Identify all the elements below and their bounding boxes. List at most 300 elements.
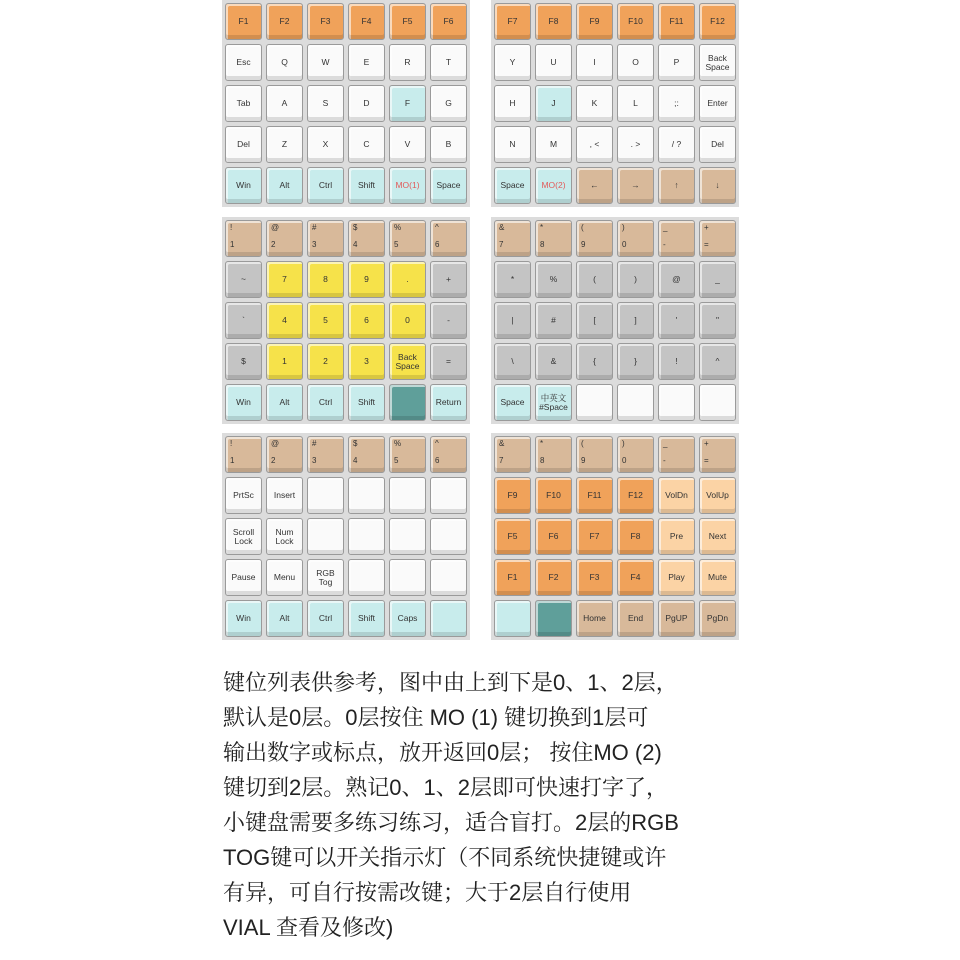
key-f7[interactable] xyxy=(576,518,613,555)
key-f10[interactable] xyxy=(535,477,572,514)
key-f5[interactable] xyxy=(389,3,426,40)
key-voldn[interactable] xyxy=(658,477,695,514)
key-5[interactable] xyxy=(307,302,344,339)
key-n[interactable] xyxy=(494,126,531,163)
key-u[interactable] xyxy=(535,44,572,81)
key-symbol[interactable] xyxy=(494,436,531,473)
key-v[interactable] xyxy=(389,126,426,163)
key-blank[interactable] xyxy=(389,477,426,514)
key-symbol[interactable] xyxy=(430,220,467,257)
key-symbol[interactable] xyxy=(348,220,385,257)
key-f7[interactable] xyxy=(494,3,531,40)
key-legend: F2 xyxy=(279,16,290,27)
key-blank[interactable] xyxy=(389,384,426,421)
key-symbol[interactable] xyxy=(617,343,654,380)
key-legend: = xyxy=(446,356,451,367)
key-2[interactable] xyxy=(307,343,344,380)
key-symbol[interactable] xyxy=(617,167,654,204)
key-legend: Insert xyxy=(273,490,296,501)
key-legend: Ctrl xyxy=(318,613,333,624)
key-f6[interactable] xyxy=(430,3,467,40)
key-f1[interactable] xyxy=(225,3,262,40)
key-legend: Menu xyxy=(273,572,296,583)
key-symbol[interactable] xyxy=(658,85,695,122)
key-a[interactable] xyxy=(266,85,303,122)
key-shift[interactable] xyxy=(348,384,385,421)
key-legend: 2 xyxy=(323,356,328,367)
key-pause[interactable] xyxy=(225,559,262,596)
key-s[interactable] xyxy=(307,85,344,122)
key-symbol[interactable] xyxy=(430,261,467,298)
key-f2[interactable] xyxy=(535,559,572,596)
key-symbol[interactable] xyxy=(266,220,303,257)
key-t[interactable] xyxy=(430,44,467,81)
key-legend: 0 xyxy=(405,315,410,326)
key-space[interactable] xyxy=(430,167,467,204)
key-base-legend: 1 xyxy=(230,239,235,249)
key-symbol[interactable] xyxy=(699,302,736,339)
layer-2-left-panel xyxy=(222,433,470,640)
key-symbol[interactable] xyxy=(576,436,613,473)
key-shift-legend: * xyxy=(540,439,544,448)
key--[interactable] xyxy=(617,126,654,163)
key-shift-legend: + xyxy=(704,223,709,232)
key-shift-legend: * xyxy=(540,223,544,232)
key-enter[interactable] xyxy=(699,85,736,122)
key-legend: F1 xyxy=(238,16,249,27)
key-base-legend: 9 xyxy=(581,455,586,465)
key-esc[interactable] xyxy=(225,44,262,81)
key-e[interactable] xyxy=(348,44,385,81)
key-legend: ' xyxy=(675,315,678,326)
key-legend: " xyxy=(715,315,720,326)
key-legend: RGB Tog xyxy=(316,567,335,587)
key-pgdn[interactable] xyxy=(699,600,736,637)
key-shift-legend: ! xyxy=(230,223,233,232)
key-legend: Scroll Lock xyxy=(232,526,255,546)
key-legend: H xyxy=(509,98,516,109)
key-f8[interactable] xyxy=(617,518,654,555)
key-end[interactable] xyxy=(617,600,654,637)
key-legend: Back Space xyxy=(705,52,730,72)
key-base-legend: 5 xyxy=(394,455,399,465)
key-symbol[interactable] xyxy=(535,220,572,257)
key-w[interactable] xyxy=(307,44,344,81)
key-legend: ↓ xyxy=(715,180,720,191)
key-blank[interactable] xyxy=(576,384,613,421)
key-legend: F12 xyxy=(710,16,725,27)
layer-2-right-panel xyxy=(491,433,739,640)
key-l[interactable] xyxy=(617,85,654,122)
key-symbol[interactable] xyxy=(225,261,262,298)
key-legend: X xyxy=(322,139,329,150)
key-base-legend: 2 xyxy=(271,455,276,465)
key-f5[interactable] xyxy=(494,518,531,555)
key-legend: & xyxy=(550,356,557,367)
key-next[interactable] xyxy=(699,518,736,555)
key-base-legend: 8 xyxy=(540,455,545,465)
key-legend: / ? xyxy=(671,139,682,150)
key-d[interactable] xyxy=(348,85,385,122)
key-m[interactable] xyxy=(535,126,572,163)
key-symbol[interactable] xyxy=(535,261,572,298)
key-space[interactable] xyxy=(494,167,531,204)
key-symbol[interactable] xyxy=(348,436,385,473)
key-legend: 6 xyxy=(364,315,369,326)
key-legend: % xyxy=(549,274,558,285)
key-symbol[interactable] xyxy=(699,220,736,257)
key-legend: Space xyxy=(436,180,461,191)
key-f12[interactable] xyxy=(699,3,736,40)
key-legend: 中英文 #Space xyxy=(539,392,568,412)
key-symbol[interactable] xyxy=(617,302,654,339)
key-symbol[interactable] xyxy=(535,436,572,473)
key-base-legend: 4 xyxy=(353,239,358,249)
key-symbol[interactable] xyxy=(389,436,426,473)
key-r[interactable] xyxy=(389,44,426,81)
key-f1[interactable] xyxy=(494,559,531,596)
key-shift-legend: # xyxy=(312,439,317,448)
key-symbol[interactable] xyxy=(658,436,695,473)
key-symbol[interactable] xyxy=(494,261,531,298)
key-legend: F11 xyxy=(587,490,602,501)
key-f11[interactable] xyxy=(576,477,613,514)
key-shift-legend: ) xyxy=(622,439,625,448)
key-blank[interactable] xyxy=(658,384,695,421)
key-i[interactable] xyxy=(576,44,613,81)
key-base-legend: 6 xyxy=(435,239,440,249)
key-win[interactable] xyxy=(225,600,262,637)
key-c[interactable] xyxy=(348,126,385,163)
key-symbol[interactable] xyxy=(699,343,736,380)
key-blank[interactable] xyxy=(430,600,467,637)
key-symbol[interactable] xyxy=(658,261,695,298)
key-base-legend: 6 xyxy=(435,455,440,465)
key-blank[interactable] xyxy=(699,384,736,421)
key-legend: } xyxy=(634,356,637,367)
key-blank[interactable] xyxy=(348,477,385,514)
key-legend: Del xyxy=(237,139,250,150)
key-back-space[interactable] xyxy=(389,343,426,380)
key-legend: L xyxy=(633,98,638,109)
key-pgup[interactable] xyxy=(658,600,695,637)
key-back-space[interactable] xyxy=(699,44,736,81)
key-symbol[interactable] xyxy=(699,167,736,204)
key-base-legend: - xyxy=(663,455,666,465)
key-1[interactable] xyxy=(266,343,303,380)
key-symbol[interactable] xyxy=(494,302,531,339)
key-shift-legend: @ xyxy=(271,223,280,232)
key-legend: J xyxy=(551,98,556,109)
key-legend: M xyxy=(549,139,558,150)
key-h[interactable] xyxy=(494,85,531,122)
key-z[interactable] xyxy=(266,126,303,163)
key-legend: F xyxy=(404,98,411,109)
key-blank[interactable] xyxy=(430,477,467,514)
key-shift-legend: ) xyxy=(622,223,625,232)
key-legend: F3 xyxy=(320,16,331,27)
key-f4[interactable] xyxy=(348,3,385,40)
key-legend: ! xyxy=(675,356,678,367)
key-f6[interactable] xyxy=(535,518,572,555)
key-rgb-tog[interactable] xyxy=(307,559,344,596)
key-f4[interactable] xyxy=(617,559,654,596)
key-f10[interactable] xyxy=(617,3,654,40)
key-symbol[interactable] xyxy=(430,436,467,473)
key-k[interactable] xyxy=(576,85,613,122)
key-legend: ) xyxy=(634,274,637,285)
key-blank[interactable] xyxy=(307,477,344,514)
key-legend: F12 xyxy=(628,490,643,501)
key-blank[interactable] xyxy=(535,600,572,637)
key-shift-legend: % xyxy=(394,223,402,232)
key-f12[interactable] xyxy=(617,477,654,514)
key-blank[interactable] xyxy=(389,518,426,555)
key--[interactable] xyxy=(430,302,467,339)
key-legend: ] xyxy=(634,315,637,326)
key-f[interactable] xyxy=(389,85,426,122)
key-legend: F9 xyxy=(507,490,518,501)
key-legend: PgUP xyxy=(665,613,688,624)
key-legend: N xyxy=(509,139,516,150)
key-insert[interactable] xyxy=(266,477,303,514)
key-symbol[interactable] xyxy=(494,343,531,380)
key-legend: D xyxy=(363,98,370,109)
key-shift-legend: ( xyxy=(581,223,584,232)
key-symbol[interactable] xyxy=(389,220,426,257)
key-f8[interactable] xyxy=(535,3,572,40)
key-shift-legend: $ xyxy=(353,439,358,448)
key-f11[interactable] xyxy=(658,3,695,40)
key-num-lock[interactable] xyxy=(266,518,303,555)
key-shift-legend: $ xyxy=(353,223,358,232)
key-shift[interactable] xyxy=(348,167,385,204)
key-shift-legend: + xyxy=(704,439,709,448)
key-del[interactable] xyxy=(699,126,736,163)
key-blank[interactable] xyxy=(430,559,467,596)
key-symbol[interactable] xyxy=(699,436,736,473)
key-legend: F10 xyxy=(546,490,561,501)
key-legend: Shift xyxy=(357,180,375,191)
key-win[interactable] xyxy=(225,167,262,204)
key-j[interactable] xyxy=(535,85,572,122)
key-symbol[interactable] xyxy=(430,343,467,380)
key-legend: F2 xyxy=(548,572,559,583)
key-legend: End xyxy=(627,613,644,624)
key-legend: O xyxy=(632,57,639,68)
key-base-legend: 1 xyxy=(230,455,235,465)
key-symbol[interactable] xyxy=(535,343,572,380)
key-legend: C xyxy=(363,139,370,150)
key-shift-legend: ( xyxy=(581,439,584,448)
key--space[interactable] xyxy=(535,384,572,421)
key-legend: ~ xyxy=(241,274,246,285)
key-shift-legend: _ xyxy=(663,223,668,232)
key-symbol[interactable] xyxy=(535,302,572,339)
key-space[interactable] xyxy=(494,384,531,421)
key-legend: Num Lock xyxy=(275,526,294,546)
key-legend: | xyxy=(511,315,514,326)
key-symbol[interactable] xyxy=(225,436,262,473)
key-ctrl[interactable] xyxy=(307,167,344,204)
key-legend: PrtSc xyxy=(233,490,254,501)
key-ctrl[interactable] xyxy=(307,384,344,421)
key-symbol[interactable] xyxy=(494,220,531,257)
key--[interactable] xyxy=(576,126,613,163)
key-y[interactable] xyxy=(494,44,531,81)
key-base-legend: 0 xyxy=(622,455,627,465)
key-o[interactable] xyxy=(617,44,654,81)
key-alt[interactable] xyxy=(266,167,303,204)
key-legend: A xyxy=(281,98,288,109)
key-symbol[interactable] xyxy=(576,343,613,380)
key-f9[interactable] xyxy=(494,477,531,514)
key-symbol[interactable] xyxy=(617,220,654,257)
key-alt[interactable] xyxy=(266,600,303,637)
key-blank[interactable] xyxy=(389,559,426,596)
key-legend: B xyxy=(445,139,452,150)
key-return[interactable] xyxy=(430,384,467,421)
key-symbol[interactable] xyxy=(617,436,654,473)
key-tab[interactable] xyxy=(225,85,262,122)
key-symbol[interactable] xyxy=(576,302,613,339)
key-base-legend: 8 xyxy=(540,239,545,249)
key-legend: F7 xyxy=(507,16,518,27)
key-del[interactable] xyxy=(225,126,262,163)
key-shift-legend: & xyxy=(499,223,505,232)
key-symbol[interactable] xyxy=(699,261,736,298)
key-legend: * xyxy=(510,274,515,285)
key-base-legend: 2 xyxy=(271,239,276,249)
key-symbol[interactable] xyxy=(225,343,262,380)
key-b[interactable] xyxy=(430,126,467,163)
note-line: 键切到2层。熟记0、1、2层即可快速打字了， xyxy=(223,775,668,800)
key-ctrl[interactable] xyxy=(307,600,344,637)
key-legend: \ xyxy=(511,356,514,367)
key-scroll-lock[interactable] xyxy=(225,518,262,555)
key-symbol[interactable] xyxy=(307,436,344,473)
key-q[interactable] xyxy=(266,44,303,81)
key-legend: W xyxy=(321,57,330,68)
key-legend: + xyxy=(446,274,451,285)
key-symbol[interactable] xyxy=(576,220,613,257)
key-4[interactable] xyxy=(266,302,303,339)
key-home[interactable] xyxy=(576,600,613,637)
key-symbol[interactable] xyxy=(225,302,262,339)
key-f9[interactable] xyxy=(576,3,613,40)
key-legend: F5 xyxy=(507,531,518,542)
key-p[interactable] xyxy=(658,44,695,81)
key-3[interactable] xyxy=(348,343,385,380)
key-legend: VolDn xyxy=(665,490,688,501)
key-legend: , < xyxy=(589,139,600,150)
key-legend: F6 xyxy=(443,16,454,27)
key-legend: I xyxy=(593,57,596,68)
key-8[interactable] xyxy=(307,261,344,298)
key-symbol[interactable] xyxy=(576,167,613,204)
key-symbol[interactable] xyxy=(617,261,654,298)
key-base-legend: 0 xyxy=(622,239,627,249)
key-blank[interactable] xyxy=(348,518,385,555)
key-symbol[interactable] xyxy=(576,261,613,298)
key-base-legend: 9 xyxy=(581,239,586,249)
key-6[interactable] xyxy=(348,302,385,339)
key-9[interactable] xyxy=(348,261,385,298)
key-legend: Space xyxy=(500,180,525,191)
key-legend: Next xyxy=(708,531,727,542)
key--[interactable] xyxy=(658,126,695,163)
key-mo1[interactable] xyxy=(389,167,426,204)
key-legend: Mute xyxy=(708,572,727,583)
key-base-legend: = xyxy=(704,239,709,249)
key-legend: F6 xyxy=(548,531,559,542)
key-7[interactable] xyxy=(266,261,303,298)
key-legend: MO(1) xyxy=(395,180,420,191)
key-menu[interactable] xyxy=(266,559,303,596)
key-alt[interactable] xyxy=(266,384,303,421)
key-f3[interactable] xyxy=(576,559,613,596)
key-shift-legend: _ xyxy=(663,439,668,448)
note-line: 键位列表供参考，图中由上到下是0、1、2层， xyxy=(223,670,678,695)
key-legend: ( xyxy=(593,274,596,285)
key-symbol[interactable] xyxy=(225,220,262,257)
key-volup[interactable] xyxy=(699,477,736,514)
key-shift-legend: # xyxy=(312,223,317,232)
key-symbol[interactable] xyxy=(658,220,695,257)
key-legend: P xyxy=(673,57,680,68)
key-symbol[interactable] xyxy=(658,167,695,204)
key-base-legend: 7 xyxy=(499,239,504,249)
key-symbol[interactable] xyxy=(307,220,344,257)
key-x[interactable] xyxy=(307,126,344,163)
key-symbol[interactable] xyxy=(266,436,303,473)
key-blank[interactable] xyxy=(307,518,344,555)
key-g[interactable] xyxy=(430,85,467,122)
key-shift[interactable] xyxy=(348,600,385,637)
key-symbol[interactable] xyxy=(658,302,695,339)
key-legend: F3 xyxy=(589,572,600,583)
key-base-legend: 4 xyxy=(353,455,358,465)
layer-0-right-panel xyxy=(491,0,739,207)
key-win[interactable] xyxy=(225,384,262,421)
key-shift-legend: @ xyxy=(271,439,280,448)
key-legend: # xyxy=(551,315,556,326)
key-0[interactable] xyxy=(389,302,426,339)
key-f2[interactable] xyxy=(266,3,303,40)
key-caps[interactable] xyxy=(389,600,426,637)
key-symbol[interactable] xyxy=(658,343,695,380)
key-pre[interactable] xyxy=(658,518,695,555)
key-blank[interactable] xyxy=(617,384,654,421)
key-legend: Ctrl xyxy=(318,180,333,191)
key-legend: T xyxy=(445,57,452,68)
key-mo2[interactable] xyxy=(535,167,572,204)
key-blank[interactable] xyxy=(494,600,531,637)
key-prtsc[interactable] xyxy=(225,477,262,514)
note-line: TOG键可以开关指示灯（不同系统快捷键或许 xyxy=(223,845,667,870)
key-symbol[interactable] xyxy=(389,261,426,298)
key-blank[interactable] xyxy=(348,559,385,596)
key-legend: ` xyxy=(242,315,245,326)
key-legend: Win xyxy=(236,180,251,191)
key-legend: 3 xyxy=(364,356,369,367)
key-legend: Shift xyxy=(357,397,375,408)
key-play[interactable] xyxy=(658,559,695,596)
key-blank[interactable] xyxy=(430,518,467,555)
key-mute[interactable] xyxy=(699,559,736,596)
key-f3[interactable] xyxy=(307,3,344,40)
key-base-legend: 3 xyxy=(312,239,317,249)
